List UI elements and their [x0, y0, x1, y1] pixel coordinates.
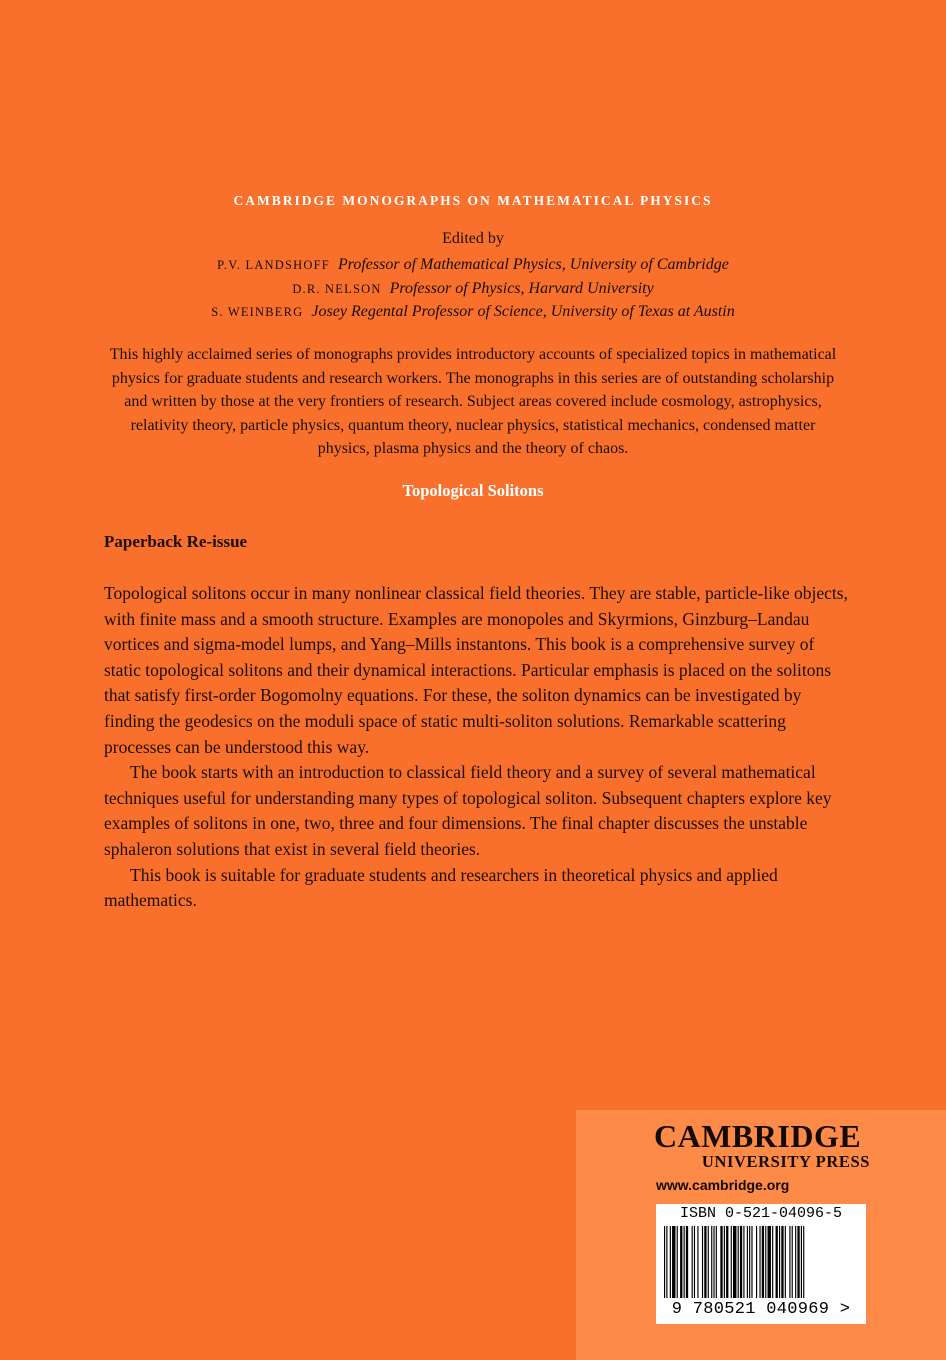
- barcode-bar: [697, 1226, 698, 1298]
- barcode-bar: [684, 1226, 685, 1298]
- barcode-bar: [670, 1226, 671, 1298]
- barcode-bar: [747, 1226, 748, 1298]
- barcode-bar: [803, 1226, 804, 1298]
- blurb-paragraph: The book starts with an introduction to classical field theory and a survey of several mathematical techniques useful for understanding many types of topological soliton. Subsequent chapters explore key examples of solitons in one, two, three and four dimensions. The final chapter discusses the unstable sphaleron solutions that exist in several field theories.: [104, 762, 832, 859]
- series-description: This highly acclaimed series of monographs provides introductory accounts of specialized topics in mathematical physics for graduate students and research workers. The monographs in this series are of outstanding scholarship and written by those at the very frontiers of research. Subject areas covered include cosmology, astrophysics, relativity theory, particle physics, quantum theory, nuclear physics, statistical mechanics, condensed matter physics, plasma physics and the theory of chaos.: [109, 346, 837, 457]
- barcode-bar: [792, 1226, 793, 1298]
- editor-title: Professor of Physics, Harvard University: [389, 280, 654, 297]
- barcode-bar: [711, 1226, 712, 1298]
- barcode-bar: [694, 1226, 695, 1298]
- barcode-bar: [726, 1226, 728, 1298]
- barcode-bar: [795, 1226, 796, 1298]
- barcode-bar: [768, 1226, 771, 1298]
- editor-name: S. WEINBERG: [211, 305, 304, 319]
- barcode-bar: [713, 1226, 714, 1298]
- barcode-bar: [704, 1226, 706, 1298]
- isbn-number: ISBN 0-521-04096-5: [679, 1205, 843, 1222]
- barcode-bar: [677, 1226, 678, 1298]
- barcode-bar: [733, 1226, 736, 1298]
- barcode-bar: [776, 1226, 778, 1298]
- barcode-bar: [738, 1226, 739, 1298]
- barcode-bar: [751, 1226, 752, 1298]
- series-title: CAMBRIDGE MONOGRAPHS ON MATHEMATICAL PHYSICS: [233, 193, 713, 208]
- barcode-bar: [801, 1226, 802, 1298]
- barcode-bar: [702, 1226, 703, 1298]
- barcode-bar: [666, 1226, 667, 1298]
- barcode-bar: [716, 1226, 717, 1298]
- barcode-bar: [762, 1226, 764, 1298]
- book-title: Topological Solitons: [402, 481, 544, 500]
- book-blurb: [104, 581, 849, 914]
- barcode-bar: [765, 1226, 766, 1298]
- barcode-bar: [797, 1226, 799, 1298]
- barcode-bar: [720, 1226, 722, 1298]
- barcode-bar: [759, 1226, 760, 1298]
- barcode-bar: [781, 1226, 783, 1298]
- barcode-bar: [731, 1226, 732, 1298]
- editor-title: Professor of Mathematical Physics, University of Cambridge: [337, 256, 729, 273]
- editor-name: P.V. LANDSHOFF: [217, 258, 330, 272]
- barcode-bar: [789, 1226, 790, 1298]
- publisher-logo-name: CAMBRIDGE: [654, 1118, 862, 1154]
- barcode-bar: [664, 1226, 665, 1298]
- barcode-bar: [692, 1226, 693, 1298]
- barcode-bar: [680, 1226, 682, 1298]
- barcode-bar: [724, 1226, 725, 1298]
- barcode-icon: [660, 1226, 862, 1298]
- editor-landshoff: [0, 256, 946, 274]
- barcode-bar: [686, 1226, 688, 1298]
- editor-title: Josey Regental Professor of Science, University of Texas at Austin: [311, 303, 735, 320]
- ean-number: 9 780521 040969 >: [671, 1300, 851, 1319]
- publisher-logo-subname: UNIVERSITY PRESS: [701, 1152, 870, 1171]
- blurb-paragraph: This book is suitable for graduate students and researchers in theoretical physics and applied mathematics.: [104, 864, 778, 911]
- edited-by-label: Edited by: [442, 230, 504, 247]
- edition-note: Paperback Re-issue: [104, 532, 248, 551]
- blurb-paragraph: Topological solitons occur in many nonlinear classical field theories. They are stable, particle-like objects, with finite mass and a smooth structure. Examples are monopoles and Skyrmions, Ginzburg–Landau vortices and sigma-model lumps, and Yang–Mills instantons. This book is a comprehensive survey of static topological solitons and their dynamical interactions. Particular emphasis is placed on the solitons that satisfy first-order Bogomolny equations. For these, the soliton dynamics can be investigated by finding the geodesics on the moduli space of static multi-soliton solutions. Remarkable scattering processes can be understood this way.: [104, 583, 848, 757]
- barcode-bar: [779, 1226, 780, 1298]
- barcode-bar: [785, 1226, 786, 1298]
- editor-weinberg: [0, 303, 946, 321]
- barcode-bar: [740, 1226, 742, 1298]
- editor-nelson: [0, 280, 946, 298]
- barcode-bar: [749, 1226, 750, 1298]
- barcode-bar: [708, 1226, 709, 1298]
- publisher-url: www.cambridge.org: [656, 1177, 790, 1193]
- barcode-bar: [756, 1226, 757, 1298]
- barcode-bar: [672, 1226, 675, 1298]
- barcode-bar: [743, 1226, 744, 1298]
- editor-name: D.R. NELSON: [292, 282, 382, 296]
- barcode-bar: [772, 1226, 773, 1298]
